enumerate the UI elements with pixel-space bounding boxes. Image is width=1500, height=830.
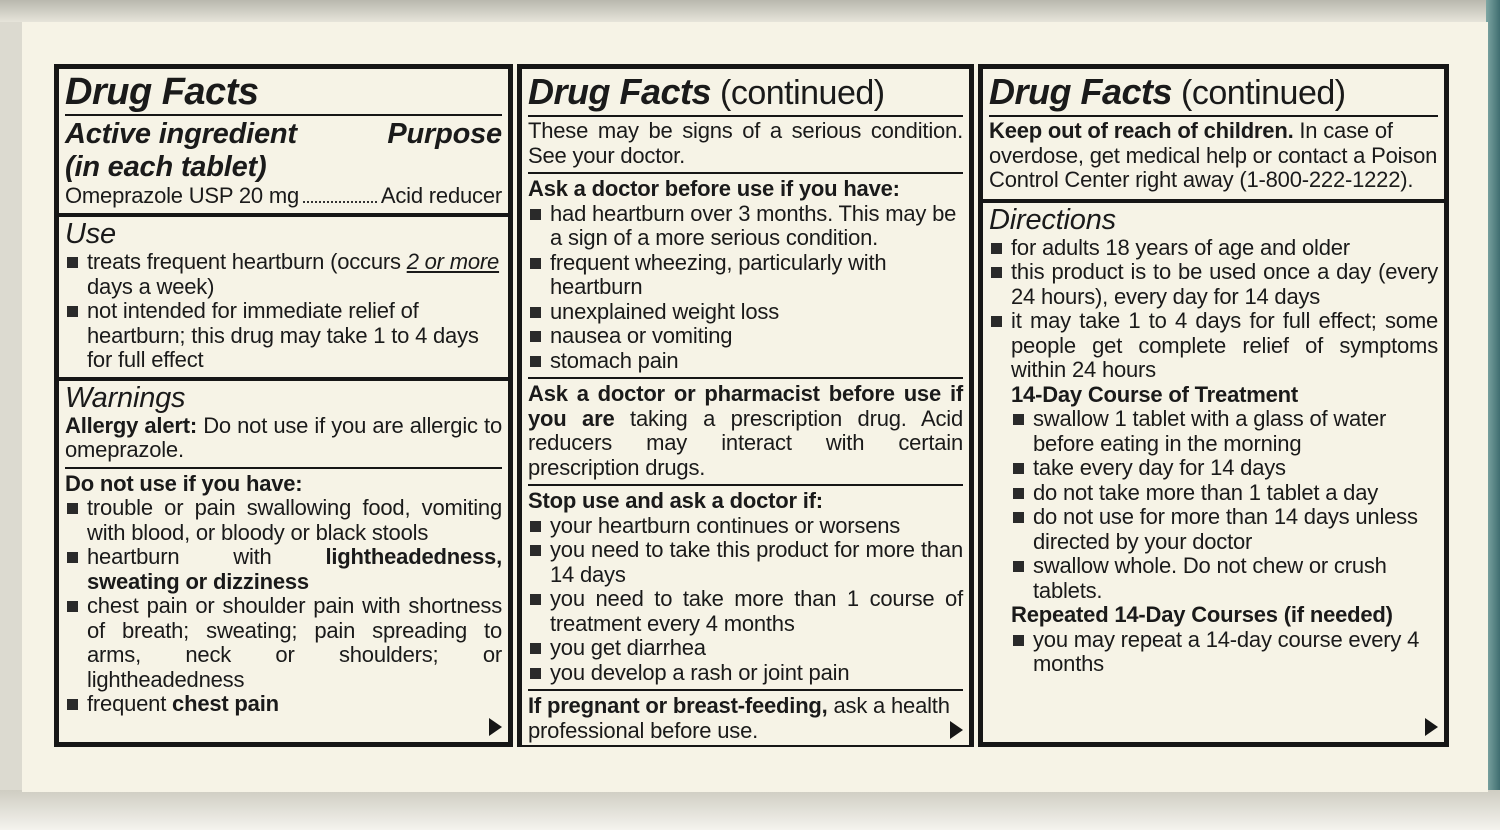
list-item: your heartburn continues or worsens [528, 514, 963, 539]
stop-use-heading: Stop use and ask a doctor if: [528, 488, 823, 513]
pregnancy-warning: If pregnant or breast-feeding, ask a health professional before use. [528, 693, 950, 743]
course-heading: 14-Day Course of Treatment [1011, 381, 1298, 407]
intro-text: These may be signs of a serious condition. See your doctor. [528, 118, 963, 168]
panel-title: Drug Facts (continued) [528, 71, 885, 112]
drug-facts-panel-3 [978, 64, 1449, 747]
continue-arrow-icon [1425, 718, 1438, 736]
list-item: swallow whole. Do not chew or crush tablets. [1011, 554, 1438, 603]
continued-section [522, 69, 969, 745]
list-item: it may take 1 to 4 days for full effect; some people get complete relief of symptoms within 24 hours [989, 309, 1438, 383]
panel-title: Drug Facts (continued) [989, 71, 1346, 112]
keep-out-warning: Keep out of reach of children. In case of overdose, get medical help or contact a Poison Control Center right away (1-800-222-1222). [989, 118, 1438, 192]
warnings-heading: Warnings [65, 381, 186, 414]
list-item: stomach pain [528, 349, 963, 374]
do-not-use-heading: Do not use if you have: [65, 470, 303, 496]
pharmacist-warning: Ask a doctor or pharmacist before use if you are taking a prescription drug. Acid reducers may interact with certain prescription drugs. [528, 381, 963, 480]
ask-doctor-heading: Ask a doctor before use if you have: [528, 176, 900, 201]
ask-doctor-list [528, 202, 963, 374]
leader-dots [303, 201, 377, 203]
do-not-use-list [65, 496, 502, 717]
list-item: for adults 18 years of age and older [989, 236, 1438, 261]
directions-heading: Directions [989, 203, 1116, 236]
continue-arrow-icon [950, 721, 963, 739]
course-list [1011, 407, 1438, 603]
directions-section [983, 203, 1444, 743]
continue-arrow-icon [489, 718, 502, 736]
repeat-course-heading: Repeated 14-Day Courses (if needed) [1011, 602, 1393, 627]
ingredient-name: Omeprazole USP 20 mg [65, 183, 300, 208]
list-item: you need to take this product for more than 14 days [528, 538, 963, 587]
title-section [59, 69, 508, 213]
active-ingredient-header [65, 118, 502, 184]
list-item: frequent chest pain [65, 692, 502, 717]
list-item: you get diarrhea [528, 636, 963, 661]
use-heading: Use [65, 218, 116, 250]
drug-facts-panel-2 [517, 64, 974, 747]
list-item: unexplained weight loss [528, 300, 963, 325]
list-item: chest pain or shoulder pain with shortness of breath; sweating; pain spreading to arms, neck or shoulders; or lightheadedness [65, 594, 502, 692]
list-item: heartburn with lightheadedness, sweating or dizziness [65, 545, 502, 594]
use-list [65, 250, 502, 373]
drug-facts-panel-1 [54, 64, 513, 747]
list-item: treats frequent heartburn (occurs 2 or more days a week) [65, 250, 502, 299]
list-item: you may repeat a 14-day course every 4 months [1011, 628, 1438, 677]
ingredient-purpose: Acid reducer [380, 183, 502, 208]
list-item: do not use for more than 14 days unless directed by your doctor [1011, 505, 1438, 554]
list-item: frequent wheezing, particularly with heartburn [528, 251, 963, 300]
list-item: take every day for 14 days [1011, 456, 1438, 481]
list-item: you need to take more than 1 course of treatment every 4 months [528, 587, 963, 636]
stop-use-list [528, 514, 963, 686]
list-item: nausea or vomiting [528, 324, 963, 349]
carton-side-edge [1486, 0, 1500, 800]
active-ingredient-heading: Active ingredient (in each tablet) [65, 118, 297, 183]
list-item: not intended for immediate relief of heartburn; this drug may take 1 to 4 days for full effect [65, 299, 502, 373]
list-item: had heartburn over 3 months. This may be a sign of a more serious condition. [528, 202, 963, 251]
directions-list [989, 236, 1438, 383]
use-section [59, 217, 508, 377]
carton-bottom-edge [0, 790, 1500, 830]
allergy-alert: Allergy alert: Do not use if you are allergic to omeprazole. [65, 412, 502, 462]
purpose-heading: Purpose [387, 118, 502, 150]
panel-title: Drug Facts [65, 71, 259, 113]
list-item: this product is to be used once a day (every 24 hours), every day for 14 days [989, 260, 1438, 309]
list-item: you develop a rash or joint pain [528, 661, 963, 686]
warnings-section [59, 381, 508, 743]
carton-top-edge [0, 0, 1500, 22]
repeat-course-list [1011, 628, 1438, 677]
list-item: trouble or pain swallowing food, vomiting with blood, or bloody or black stools [65, 496, 502, 545]
list-item: do not take more than 1 tablet a day [1011, 481, 1438, 506]
ingredient-row [65, 184, 502, 209]
list-item: swallow 1 tablet with a glass of water before eating in the morning [1011, 407, 1438, 456]
keep-out-section [983, 69, 1444, 199]
